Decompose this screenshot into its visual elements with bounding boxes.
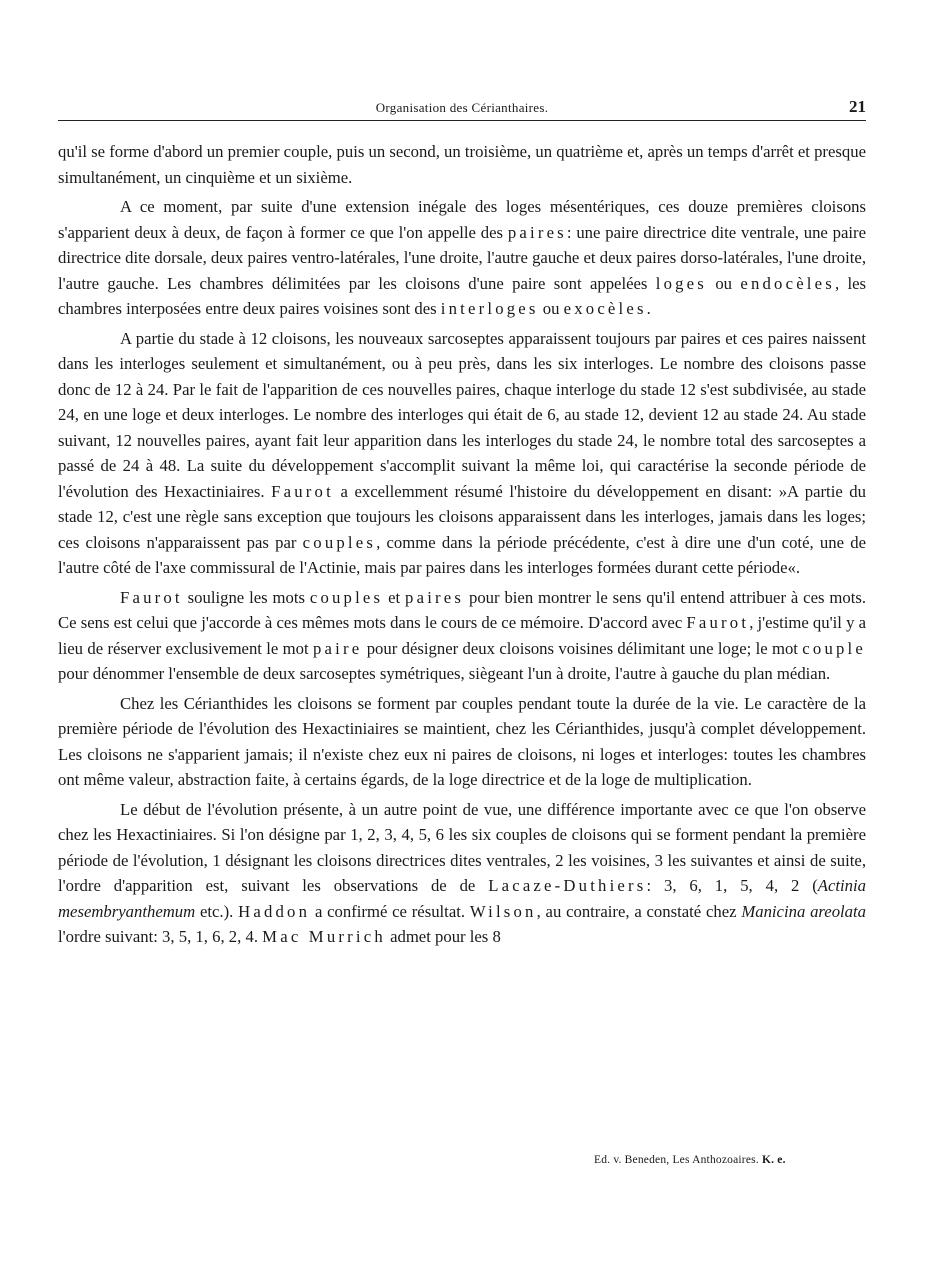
signature-mark: K. e. bbox=[761, 1154, 786, 1166]
spaced-emphasis: Faurot bbox=[120, 587, 183, 607]
text-run: Le début de l'évolution présente, à un autre point de vue, une différence importante avec ce que l'on observe chez les Hexactiniaires. Si l'on désigne par 1, 2, 3, 4, 5, 6 les six couples de cloisons qui se forment pendant la première période de l'évolution, 1 désignant les cloisons directrices dites ventrales, 2 les voisines, 3 les suivantes et ainsi de suite, l'ordre d'apparition est, suivant les observations de de bbox=[58, 799, 866, 895]
text-run: . bbox=[646, 299, 651, 318]
text-run: etc.). bbox=[195, 901, 239, 921]
text-run: l'ordre suivant: 3, 5, 1, 6, 2, 4. bbox=[58, 927, 263, 946]
signature-line bbox=[594, 1154, 786, 1166]
italic-term: Actinia mesembryanthemum bbox=[58, 876, 866, 921]
text-run: ou bbox=[538, 299, 564, 318]
spaced-emphasis: couples bbox=[309, 587, 384, 607]
text-run: a confirmé ce résultat. bbox=[310, 901, 470, 921]
spaced-emphasis: paires bbox=[405, 587, 465, 607]
paragraph bbox=[58, 585, 866, 687]
text-run: admet pour les 8 bbox=[385, 927, 501, 946]
text-run: a excellemment résumé l'histoire du développement en disant: »A partie du stade 12, c'est une règle sans exception que toujours les cloisons apparaissent dans les interloges, jamais dans les loges; ces cloisons n'apparaissent pas par bbox=[58, 481, 866, 552]
spaced-emphasis: Wilson bbox=[469, 901, 537, 921]
text-run: , au contraire, a constaté chez bbox=[536, 901, 742, 921]
text-run: A partie du stade à 12 cloisons, les nouveaux sarcoseptes apparaissent toujours par paires et ces paires naissent dans les interloges seulement et simultanément, ou à peu près, dans les six interloges. Le nombre des cloisons passe donc de 12 à 24. Par le fait de l'apparition de ces nouvelles paires, chaque interloge du stade 12 s'est subdivisée, au stade 24, en une loge et deux interloges. Le nombre des interloges qui était de 6, au stade 12, devient 12 au stade 24. Au stade suivant, 12 nouvelles paires, ayant fait leur apparition dans les interloges du stade 24, le nombre total des sarcoseptes a passé de 24 à 48. La suite du développement s'accomplit suivant la même loi, qui caractérise la seconde période de l'évolution des Hexactiniaires. bbox=[58, 328, 866, 501]
text-run: , les chambres interposées entre deux paires voisines sont des bbox=[58, 273, 867, 318]
running-title: Organisation des Cérianthaires. bbox=[375, 100, 549, 115]
text-run: pour dénommer l'ensemble de deux sarcoseptes symétriques, siègeant l'un à droite, l'autre à gauche du plan médian. bbox=[58, 664, 831, 683]
text-run: ou bbox=[706, 273, 741, 293]
text-run: souligne les mots bbox=[182, 587, 310, 607]
text-run: et bbox=[383, 587, 406, 607]
signature-text: Ed. v. Beneden, Les Anthozoaires. bbox=[594, 1154, 759, 1166]
page-number: 21 bbox=[849, 97, 866, 116]
text-run: Chez les Cérianthides les cloisons se forment par couples pendant toute la durée de la vie. Le caractère de la première période de l'évolution des Hexactiniaires se maintient, chez les Cérianthides, jusqu'à complet développement. Les cloisons ne s'apparient jamais; il n'existe chez eux ni paires de cloisons, ni loges et interloges: toutes les chambres ont même valeur, abstraction faite, à certains égards, de la loge directrice et de la loge de multiplication. bbox=[58, 693, 866, 789]
spaced-emphasis: couples bbox=[302, 532, 377, 552]
spaced-emphasis: Lacaze-Duthiers bbox=[488, 876, 647, 895]
spaced-emphasis: paires bbox=[507, 222, 567, 242]
spaced-emphasis: Mac Murrich bbox=[262, 927, 386, 946]
spaced-emphasis: endocèles bbox=[740, 273, 835, 293]
spaced-emphasis: loges bbox=[655, 273, 707, 293]
spaced-emphasis: couple bbox=[802, 638, 866, 658]
paragraph bbox=[58, 326, 866, 581]
body-text bbox=[58, 139, 866, 950]
spaced-emphasis: Faurot bbox=[271, 481, 334, 501]
paragraph bbox=[58, 797, 866, 950]
text-run: , j'estime qu'il y a lieu de réserver exclusivement le mot bbox=[58, 613, 866, 658]
text-run: : une paire directrice dite ventrale, une paire directrice dite dorsale, deux paires ventro-latérales, l'une droite, l'autre gauche et deux paires dorso-latérales, l'une droite, l'autre gauche. Les chambres délimitées par les cloisons d'une paire sont appelées bbox=[58, 222, 866, 293]
spaced-emphasis: paire bbox=[313, 638, 363, 658]
italic-term: Manicina areolata bbox=[741, 901, 866, 921]
text-run: pour désigner deux cloisons voisines délimitant une loge; le mot bbox=[362, 638, 803, 658]
running-header bbox=[58, 98, 866, 121]
text-run: pour bien montrer le sens qu'il entend attribuer à ces mots. Ce sens est celui que j'accorde à ces mêmes mots dans le cours de ce mémoire. D'accord avec bbox=[58, 587, 866, 632]
text-run: , comme dans la période précédente, c'est à dire une d'un coté, une de l'autre côté de l'axe commissural de l'Actinie, mais par paires dans les interloges formées durant cette période«. bbox=[58, 532, 867, 577]
text-run: : 3, 6, 1, 5, 4, 2 ( bbox=[646, 876, 818, 895]
spaced-emphasis: exocèles bbox=[563, 299, 647, 318]
text-run: qu'il se forme d'abord un premier couple, puis un second, un troisième, un quatrième et, après un temps d'arrêt et presque simultanément, un cinquième et un sixième. bbox=[58, 142, 866, 187]
spaced-emphasis: Faurot bbox=[686, 613, 750, 632]
spaced-emphasis: Haddon bbox=[238, 901, 311, 921]
paragraph bbox=[58, 139, 866, 190]
paragraph bbox=[58, 194, 866, 322]
spaced-emphasis: interloges bbox=[440, 299, 539, 318]
text-run: A ce moment, par suite d'une extension inégale des loges mésentériques, ces douze premières cloisons s'apparient deux à deux, de façon à former ce que l'on appelle des bbox=[58, 197, 866, 242]
paragraph bbox=[58, 691, 866, 793]
